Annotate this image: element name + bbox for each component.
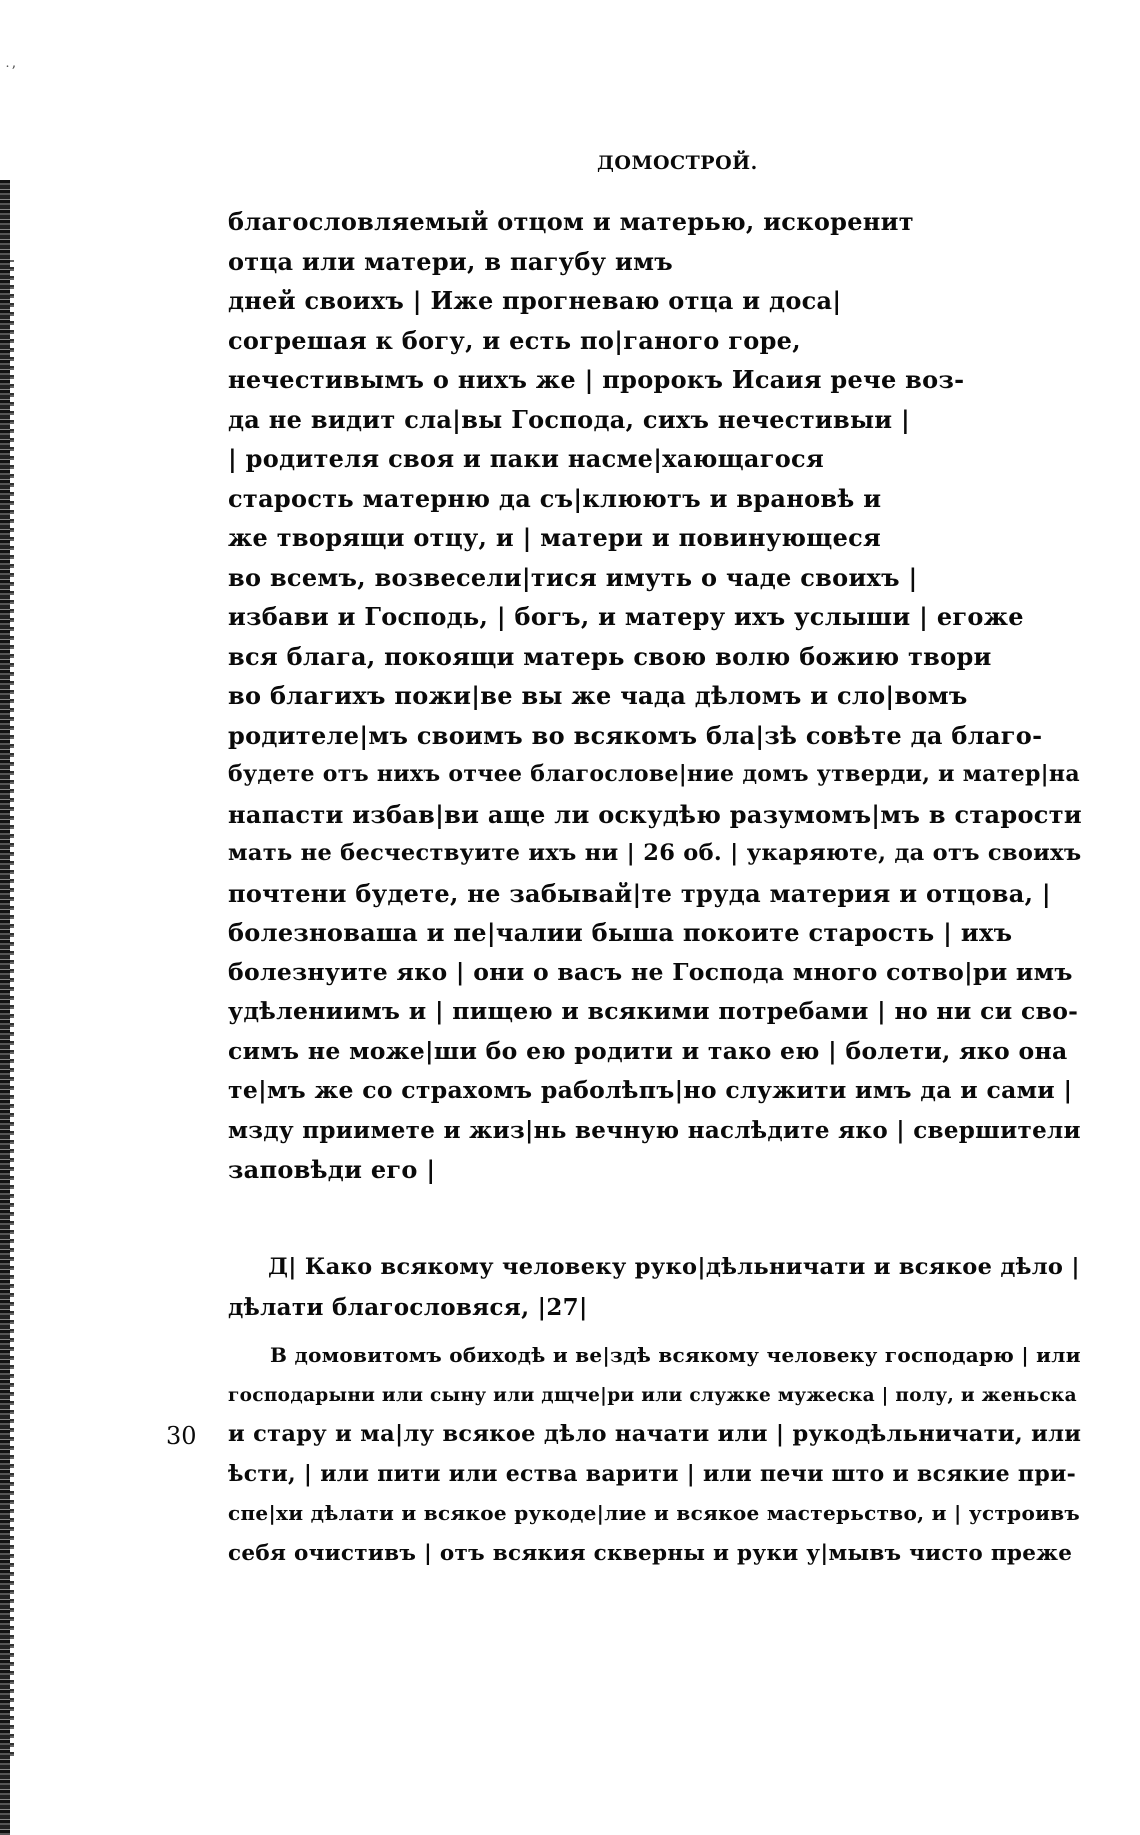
text-line: удѣлениимъ и | пищею и всякими потребами | но ни си сво-: [228, 997, 1079, 1025]
scan-edge-artifact-secondary: [10, 260, 14, 1760]
running-head: ДОМОСТРОЙ.: [597, 152, 758, 174]
text-line: мзду приимете и жиз|нь вечную наслѣдите яко | свершители: [228, 1116, 1081, 1144]
text-line: да не видит сла|вы Господа, сихъ нечестивыи |: [228, 404, 911, 434]
text-line: почтени будете, не забывай|те труда материя и отцова, |: [228, 878, 1051, 908]
text-line: же творящи отцу, и | матери и повинующеся: [228, 523, 882, 552]
chapter-heading: [228, 1248, 1083, 1327]
chapter-heading-line: дѣлати благословяся, |27|: [228, 1293, 588, 1321]
chapter-heading-line: Д| Како всякому человеку руко|дѣльничати и всякое дѣло |: [268, 1254, 1080, 1280]
corner-mark: ˙ʼ: [4, 64, 16, 80]
text-line: во всемъ, возвесели|тися имуть о чаде своихъ |: [228, 562, 918, 592]
text-line: дней своихъ | Иже прогневаю отца и доса|: [228, 286, 842, 315]
main-paragraph: [228, 202, 1083, 1190]
text-line: В домовитомъ обиходѣ и ве|здѣ всякому человеку господарю | или: [270, 1343, 1081, 1367]
text-line: ѣсти, | или пити или ества варити | или печи што и всякие при-: [228, 1460, 1077, 1487]
text-line: и стару и ма|лу всякое дѣло начати или | рукодѣльничати, или: [228, 1421, 1082, 1447]
text-line: родителе|мъ своимъ во всякомъ бла|зѣ совѣте да благо-: [228, 720, 1043, 750]
text-line: спе|хи дѣлати и всякое рукоде|лие и всякое мастерьство, и | устроивъ: [228, 1501, 1081, 1525]
text-line: во благихъ пожи|ве вы же чада дѣломъ и сло|вомъ: [228, 681, 968, 710]
text-line: благословляемый отцом и матерью, искоренит: [228, 207, 914, 236]
text-line: болезнуите яко | они о васъ не Господа много сотво|ри имъ: [228, 957, 1073, 986]
text-line: господарыни или сыну или дщче|ри или служке мужеска | полу, и женьска: [228, 1384, 1077, 1406]
text-line: мать не бесчествуите ихъ ни | 26 об. | укаряюте, да отъ своихъ: [228, 840, 1082, 866]
text-line: те|мъ же со страхомъ раболѣпъ|но служити имъ да и сами |: [228, 1076, 1073, 1104]
text-line: | родителя своя и паки насме|хающагося: [228, 444, 824, 473]
text-line: вся блага, покоящи матерь свою волю божию твори: [228, 641, 992, 671]
scan-edge-artifact: [0, 180, 10, 1835]
text-line: согрешая к богу, и есть по|ганого горе,: [228, 325, 801, 355]
text-line: отца или матери, в пагубу имъ: [228, 246, 673, 276]
text-line: старость матерню да съ|клюютъ и врановѣ и: [228, 483, 882, 513]
margin-line-number: 30: [166, 1422, 197, 1450]
text-line: нечестивымъ о нихъ же | пророкъ Исаия рече воз-: [228, 365, 965, 394]
text-line: себя очистивъ | отъ всякия скверны и руки у|мывъ чисто преже: [228, 1540, 1073, 1566]
text-line: заповѣди его |: [228, 1155, 436, 1184]
text-line: болезноваша и пе|чалии быша покоите старость | ихъ: [228, 918, 1013, 947]
text-line: будете отъ нихъ отчее благослове|ние домъ утверди, и матер|на: [228, 761, 1080, 787]
chapter-paragraph: [228, 1336, 1083, 1573]
text-line: напасти избав|ви аще ли оскудѣю разумомъ|мъ в старости: [228, 799, 1082, 829]
text-line: избави и Господь, | богъ, и матеру ихъ услыши | егоже: [228, 602, 1024, 631]
text-line: симъ не може|ши бо ею родити и тако ею | болети, яко она: [228, 1036, 1068, 1065]
